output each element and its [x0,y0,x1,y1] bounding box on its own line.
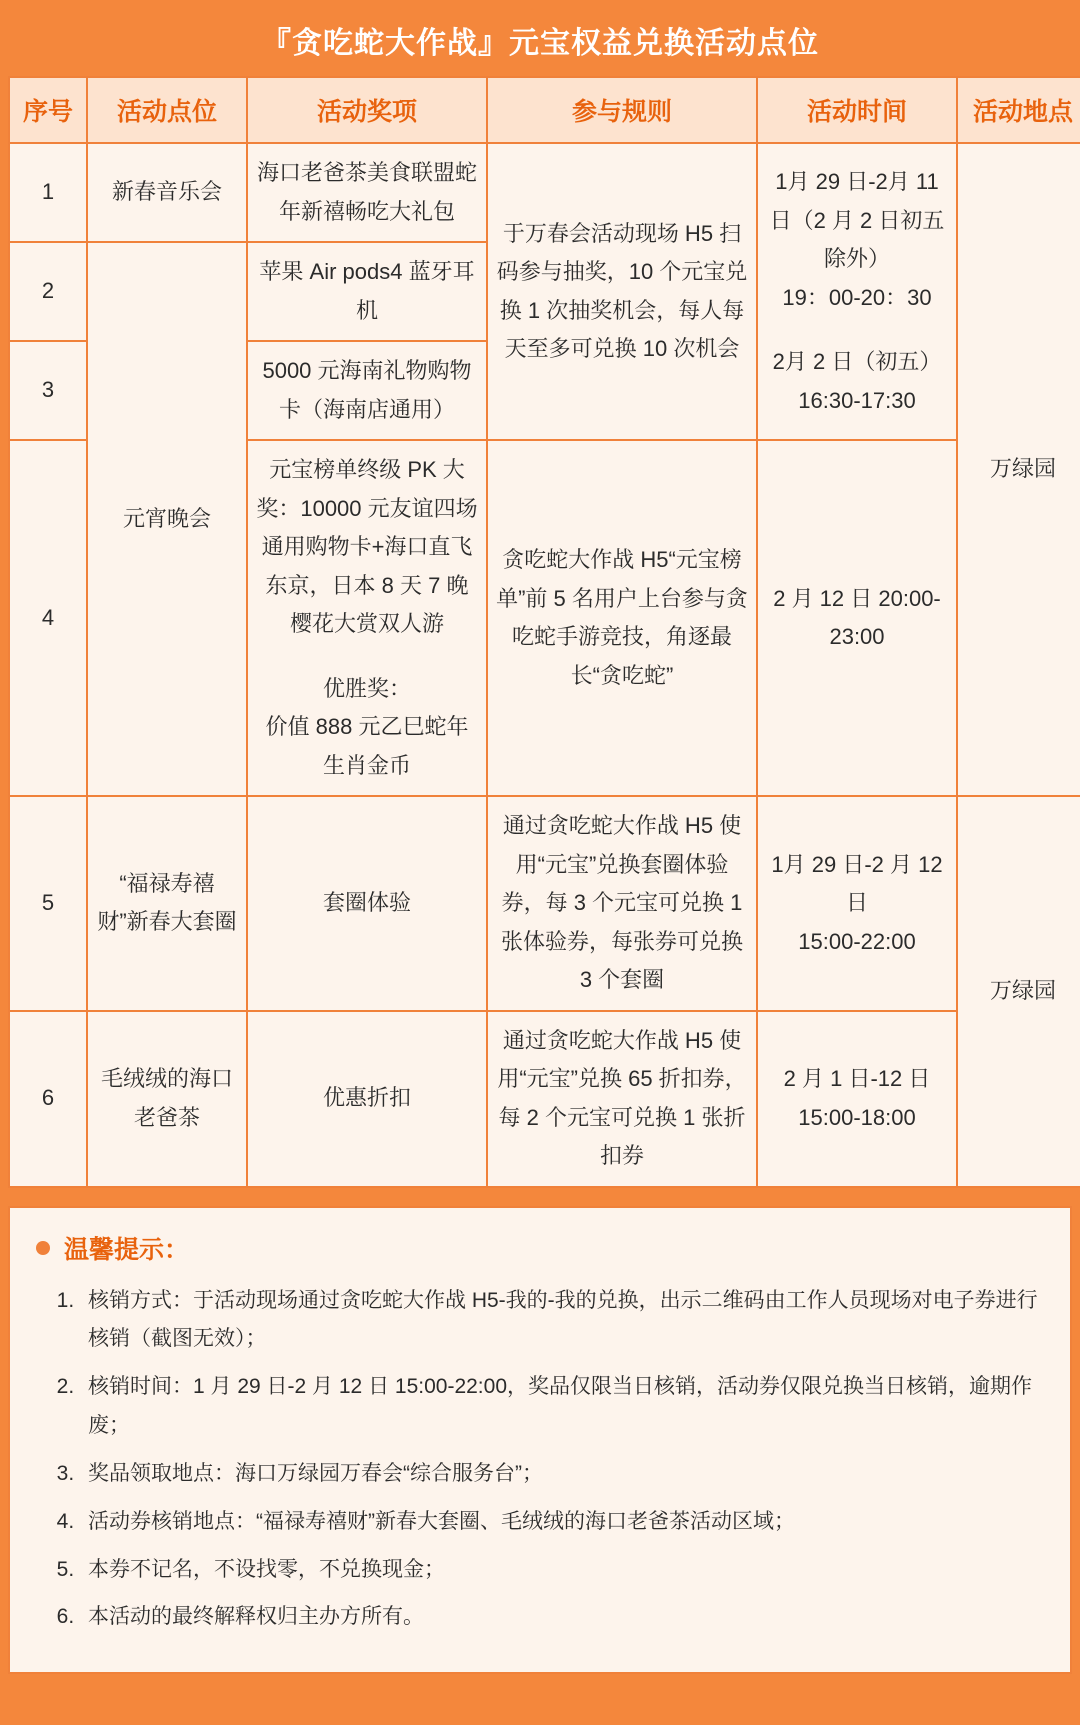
table-header [9,77,1080,143]
cell-spot: “福禄寿禧财”新春大套圈 [87,796,247,1011]
cell-rule: 通过贪吃蛇大作战 H5 使用“元宝”兑换 65 折扣券，每 2 个元宝可兑换 1 张折扣券 [487,1011,757,1187]
prize-sub-title: 优胜奖： [322,675,411,701]
prize-spacer [256,644,478,670]
cell-no: 5 [9,796,87,1011]
tips-title: 温馨提示： [64,1235,190,1264]
cell-no: 1 [9,143,87,242]
column-header-spot: 活动点位 [87,77,247,143]
cell-time-merged [757,143,957,440]
tips-list [36,1282,1044,1638]
activity-table [8,76,1080,1188]
activity-table-wrap [0,76,1080,1188]
cell-spot: 新春音乐会 [87,143,247,242]
list-item: 6. 本活动的最终解释权归主办方所有。 [80,1598,1044,1637]
cell-prize: 套圈体验 [247,796,487,1011]
time-line-3: 2月 2 日（初五）16:30-17:30 [772,349,942,413]
cell-no: 2 [9,242,87,341]
cell-place-bottom: 万绿园 [957,796,1080,1187]
cell-spot: 元宵晚会 [87,242,247,796]
cell-prize: 苹果 Air pods4 蓝牙耳机 [247,242,487,341]
cell-time [757,796,957,1011]
table-header-row [9,77,1080,143]
cell-prize: 5000 元海南礼物购物卡（海南店通用） [247,341,487,440]
column-header-place: 活动地点 [957,77,1080,143]
cell-no: 6 [9,1011,87,1187]
list-item: 1. 核销方式：于活动现场通过贪吃蛇大作战 H5-我的-我的兑换，出示二维码由工作人员现场对电子券进行核销（截图无效）； [80,1282,1044,1360]
column-header-time: 活动时间 [757,77,957,143]
cell-time: 2 月 12 日 20:00-23:00 [757,440,957,796]
column-header-rule: 参与规则 [487,77,757,143]
cell-time [757,1011,957,1187]
column-header-no: 序号 [9,77,87,143]
cell-no: 3 [9,341,87,440]
time-line-2: 15:00-18:00 [798,1104,916,1130]
list-item: 3. 奖品领取地点：海口万绿园万春会“综合服务台”； [80,1455,1044,1494]
table-body [9,143,1080,1187]
column-header-prize: 活动奖项 [247,77,487,143]
time-line-2: 15:00-22:00 [798,928,916,954]
table-row [9,1011,1080,1187]
time-line-1: 1月 29 日-2月 11 日（2 月 2 日初五除外） [769,169,945,271]
page-title: 『贪吃蛇大作战』元宝权益兑换活动点位 [261,27,819,60]
list-item: 5. 本券不记名，不设找零，不兑换现金； [80,1551,1044,1590]
table-row [9,796,1080,1011]
cell-prize: 优惠折扣 [247,1011,487,1187]
cell-spot: 毛绒绒的海口老爸茶 [87,1011,247,1187]
cell-rule: 贪吃蛇大作战 H5“元宝榜单”前 5 名用户上台参与贪吃蛇手游竞技，角逐最长“贪吃蛇” [487,440,757,796]
table-row [9,143,1080,242]
cell-rule: 通过贪吃蛇大作战 H5 使用“元宝”兑换套圈体验券，每 3 个元宝可兑换 1 张体验券，每张券可兑换 3 个套圈 [487,796,757,1011]
time-line-2: 19：00-20：30 [782,284,932,310]
time-line-1: 1月 29 日-2 月 12 日 [771,851,943,915]
cell-no: 4 [9,440,87,796]
cell-place-top: 万绿园 [957,143,1080,796]
tips-panel [8,1206,1072,1675]
prize-main: 元宝榜单终级 PK 大奖：10000 元友谊四场通用购物卡+海口直飞东京，日本 8 天 7 晚樱花大赏双人游 [256,457,478,636]
time-spacer [766,317,948,343]
bullet-icon [36,1241,50,1255]
list-item: 2. 核销时间：1 月 29 日-2 月 12 日 15:00-22:00，奖品仅限当日核销，活动券仅限兑换当日核销，逾期作废； [80,1368,1044,1446]
time-line-1: 2 月 1 日-12 日 [783,1066,931,1091]
list-item: 4. 活动券核销地点：“福禄寿禧财”新春大套圈、毛绒绒的海口老爸茶活动区域； [80,1503,1044,1542]
cell-rule-merged: 于万春会活动现场 H5 扫码参与抽奖，10 个元宝兑换 1 次抽奖机会，每人每天至多可兑换 10 次机会 [487,143,757,440]
prize-sub: 价值 888 元乙巳蛇年生肖金币 [265,714,469,778]
tips-header [36,1230,1044,1266]
cell-prize: 海口老爸茶美食联盟蛇年新禧畅吃大礼包 [247,143,487,242]
cell-prize [247,440,487,796]
